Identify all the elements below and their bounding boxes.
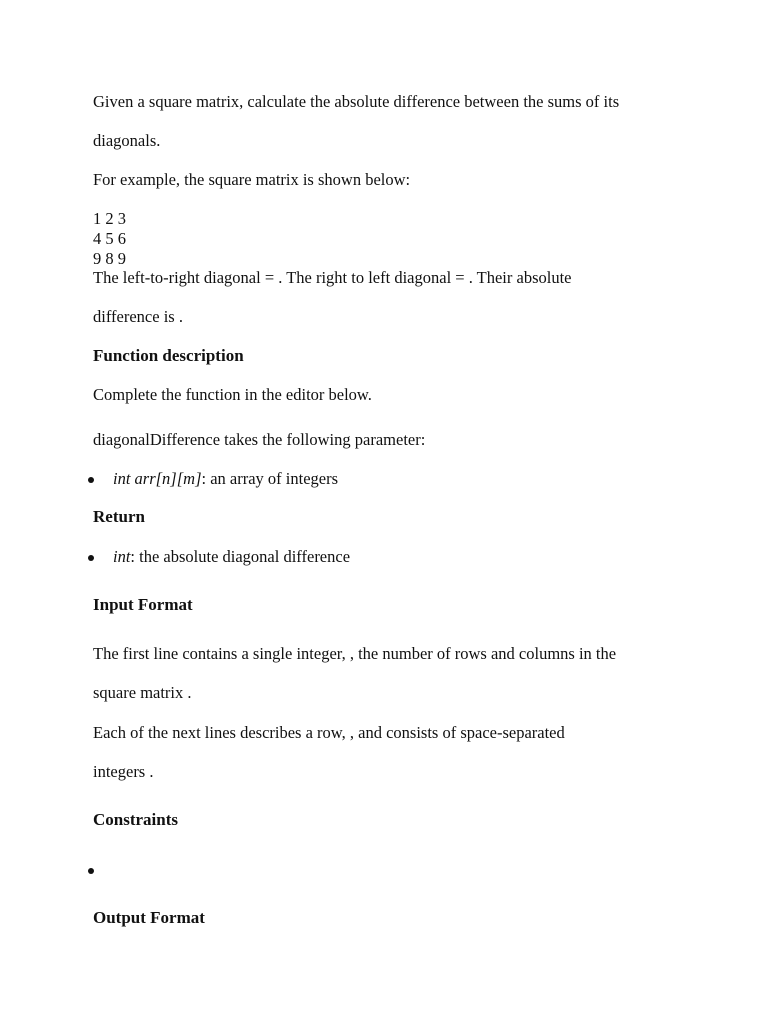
matrix-row-3: 9 8 9 [93,249,126,268]
return-item [113,547,350,567]
input-format-line-4: integers . [93,762,154,781]
input-format-heading: Input Format [93,595,193,614]
return-description: : the absolute diagonal difference [130,547,351,566]
bullet-icon [88,555,94,561]
function-description-heading: Function description [93,346,244,365]
constraints-heading: Constraints [93,810,179,829]
intro-line-2: diagonals. [93,131,161,150]
intro-line-1: Given a square matrix, calculate the absolute difference between the sums of its [93,92,620,111]
output-format-heading: Output Format [93,908,205,927]
parameter-description: : an array of integers [201,469,339,488]
diagonal-line-2: difference is . [93,307,183,326]
return-type: int [113,547,131,566]
diagonal-line-1: The left-to-right diagonal = . The right to left diagonal = . Their absolute [93,268,572,287]
input-format-line-2: square matrix . [93,683,192,702]
bullet-icon [88,868,94,874]
parameter-type: int arr[n][m] [113,469,202,488]
example-intro: For example, the square matrix is shown below: [93,170,411,189]
bullet-icon [88,477,94,483]
parameter-item [113,469,338,489]
complete-function-text: Complete the function in the editor below. [93,385,372,404]
matrix-row-2: 4 5 6 [93,229,126,248]
takes-parameter-text: diagonalDifference takes the following parameter: [93,430,426,449]
matrix-row-1: 1 2 3 [93,209,126,228]
return-heading: Return [93,507,145,526]
input-format-line-3: Each of the next lines describes a row, , and consists of space-separated [93,723,565,742]
input-format-line-1: The first line contains a single integer, , the number of rows and columns in the [93,644,617,663]
